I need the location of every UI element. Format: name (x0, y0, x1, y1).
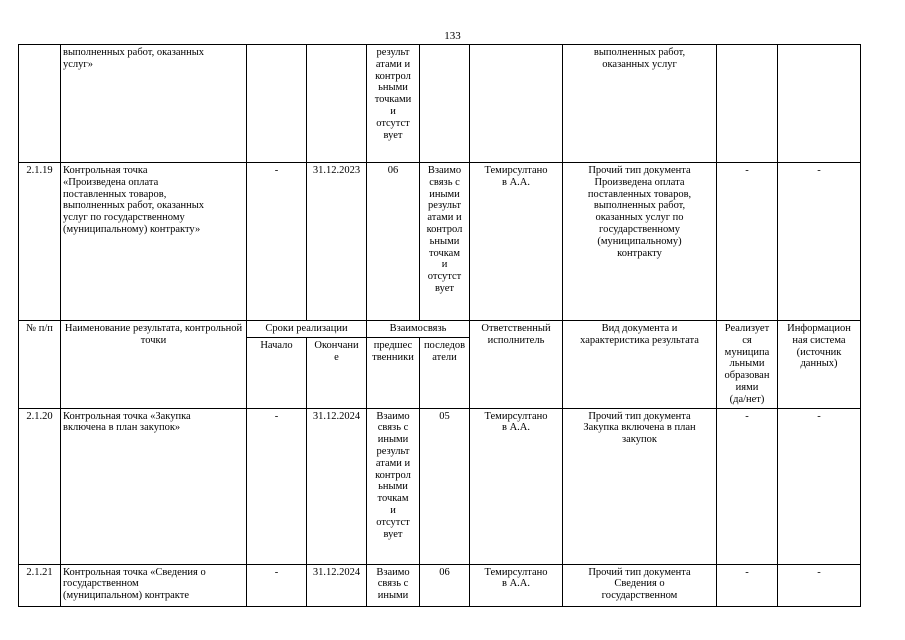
row-prev: Взаимо связь с иными результ атами и контрол ьными точкам и отсутст вует (367, 408, 420, 564)
row-next: Взаимо связь с иными результ атами и контрол ьными точкам и отсутст вует (420, 163, 470, 321)
row-info: - (778, 408, 861, 564)
row-doc: Прочий тип документа Сведения о государственном (563, 564, 717, 606)
row-doc: Прочий тип документа Закупка включена в план закупок (563, 408, 717, 564)
row-num: 2.1.20 (19, 408, 61, 564)
row-end: 31.12.2024 (307, 564, 367, 606)
row-resp: Темирсултано в А.А. (470, 564, 563, 606)
row-prev: результ атами и контрол ьными точками и отсутст вует (367, 45, 420, 163)
table-row (19, 564, 861, 606)
row-resp: Темирсултано в А.А. (470, 408, 563, 564)
header-name: Наименование результата, контрольной точки (61, 321, 247, 409)
row-end: 31.12.2023 (307, 163, 367, 321)
header-mun: Реализует ся муниципа льными образован иями (да/нет) (717, 321, 778, 409)
row-end (307, 45, 367, 163)
row-end: 31.12.2024 (307, 408, 367, 564)
row-start: - (247, 408, 307, 564)
table-header-row (19, 321, 861, 338)
header-num: № п/п (19, 321, 61, 409)
row-mun: - (717, 564, 778, 606)
results-table (18, 44, 861, 607)
row-info: - (778, 163, 861, 321)
row-doc: Прочий тип документа Произведена оплата поставленных товаров, выполненных работ, оказанных услуг по государственному (муниципальному) контракту (563, 163, 717, 321)
header-start: Начало (247, 338, 307, 408)
row-num: 2.1.19 (19, 163, 61, 321)
row-resp (470, 45, 563, 163)
row-mun: - (717, 408, 778, 564)
row-mun: - (717, 163, 778, 321)
row-resp: Темирсултано в А.А. (470, 163, 563, 321)
row-start: - (247, 564, 307, 606)
row-name: Контрольная точка «Сведения о государственном (муниципальном) контракте (61, 564, 247, 606)
header-info: Информацион ная система (источник данных) (778, 321, 861, 409)
row-doc: выполненных работ, оказанных услуг (563, 45, 717, 163)
table-row (19, 163, 861, 321)
header-link-group: Взаимосвязь (367, 321, 470, 338)
row-next: 05 (420, 408, 470, 564)
row-prev: Взаимо связь с иными (367, 564, 420, 606)
header-end: Окончани е (307, 338, 367, 408)
row-num: 2.1.21 (19, 564, 61, 606)
table-row (19, 408, 861, 564)
row-name: Контрольная точка «Закупка включена в план закупок» (61, 408, 247, 564)
row-name: выполненных работ, оказанных услуг» (61, 45, 247, 163)
row-info (778, 45, 861, 163)
row-next (420, 45, 470, 163)
row-start: - (247, 163, 307, 321)
row-info: - (778, 564, 861, 606)
header-resp: Ответственный исполнитель (470, 321, 563, 409)
header-doc: Вид документа и характеристика результата (563, 321, 717, 409)
row-start (247, 45, 307, 163)
table-row (19, 45, 861, 163)
row-num (19, 45, 61, 163)
header-prev: предшес твенники (367, 338, 420, 408)
row-name: Контрольная точка «Произведена оплата поставленных товаров, выполненных работ, оказанных услуг по государственному (муниципальному) контракту» (61, 163, 247, 321)
header-dates-group: Сроки реализации (247, 321, 367, 338)
row-prev: 06 (367, 163, 420, 321)
header-next: последов атели (420, 338, 470, 408)
row-mun (717, 45, 778, 163)
row-next: 06 (420, 564, 470, 606)
page-number: 133 (444, 30, 461, 42)
